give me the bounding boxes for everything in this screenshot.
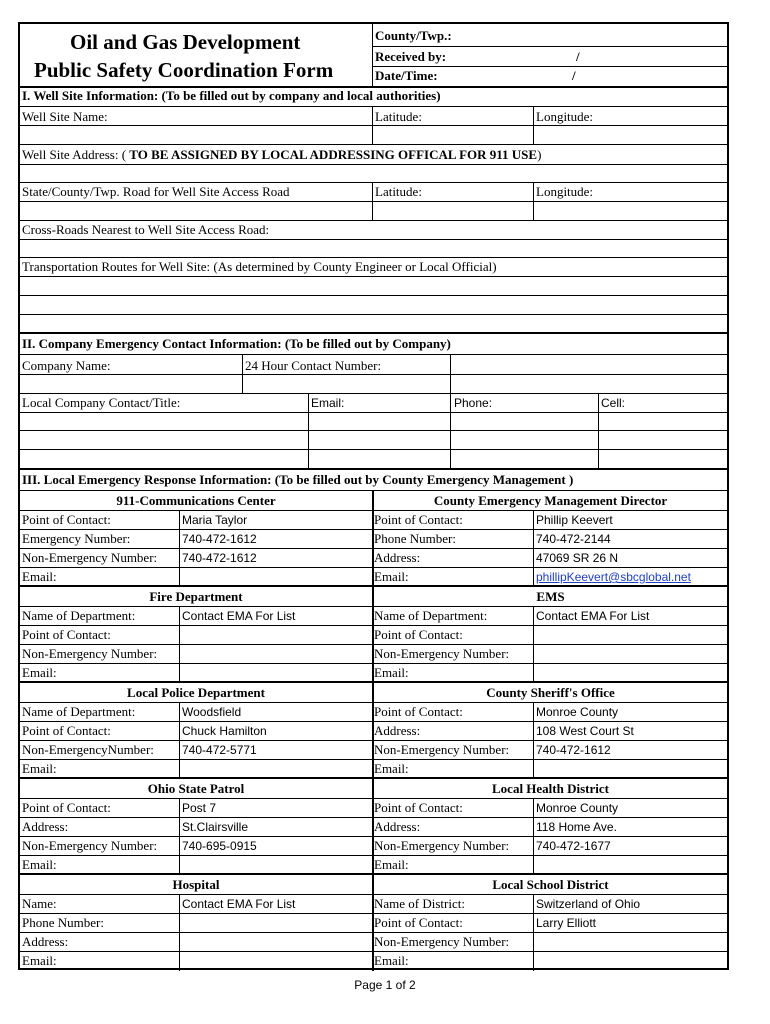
local-contact-cell-label: Cell: — [601, 396, 626, 410]
received-by-slash: / — [576, 49, 580, 64]
form-title-line1: Oil and Gas Development — [70, 30, 301, 54]
ema-director-label-1: Phone Number: — [374, 531, 456, 546]
sheriff-label-2: Non-Emergency Number: — [374, 742, 510, 757]
sheriff-label-1: Address: — [374, 723, 421, 738]
ems-label-1: Point of Contact: — [374, 627, 463, 642]
school-district-label-1: Point of Contact: — [374, 915, 463, 930]
health-district-label-1: Address: — [374, 819, 421, 834]
access-road-latitude-label: Latitude: — [375, 184, 422, 199]
police-value-1: Chuck Hamilton — [182, 724, 267, 738]
police-label-0: Name of Department: — [22, 704, 136, 719]
access-road-label: State/County/Twp. Road for Well Site Access Road — [22, 184, 290, 199]
hospital-label-2: Address: — [22, 934, 69, 949]
fire-title: Fire Department — [149, 589, 243, 604]
transport-routes-label: Transportation Routes for Well Site: (As determined by County Engineer or Local Official) — [22, 259, 497, 274]
communications-label-3: Email: — [22, 569, 57, 584]
ems-title: EMS — [536, 589, 565, 604]
state-patrol-label-2: Non-Emergency Number: — [22, 838, 158, 853]
ema-director-title: County Emergency Management Director — [433, 493, 668, 508]
school-district-label-2: Non-Emergency Number: — [374, 934, 510, 949]
address-instruction: TO BE ASSIGNED BY LOCAL ADDRESSING OFFICAL FOR 911 USE — [129, 147, 538, 162]
communications-title: 911-Communications Center — [116, 493, 276, 508]
sheriff-value-2: 740-472-1612 — [536, 743, 611, 757]
section1-heading: I. Well Site Information: (To be filled out by company and local authorities) — [22, 88, 441, 103]
state-patrol-value-0: Post 7 — [182, 801, 217, 815]
communications-value-0: Maria Taylor — [182, 513, 248, 527]
state-patrol-value-2: 740-695-0915 — [182, 839, 257, 853]
county-twp-label: County/Twp.: — [375, 28, 452, 43]
police-label-1: Point of Contact: — [22, 723, 111, 738]
page-number: Page 1 of 2 — [354, 978, 416, 992]
ems-label-0: Name of Department: — [374, 608, 488, 623]
state-patrol-label-3: Email: — [22, 857, 57, 872]
hospital-label-0: Name: — [22, 896, 57, 911]
cross-roads-label: Cross-Roads Nearest to Well Site Access Road: — [22, 222, 270, 237]
communications-value-2: 740-472-1612 — [182, 551, 257, 565]
state-patrol-value-1: St.Clairsville — [182, 820, 249, 834]
public-safety-form — [18, 22, 729, 970]
police-label-3: Email: — [22, 761, 57, 776]
communications-value-1: 740-472-1612 — [182, 532, 257, 546]
local-contact-phone-label: Phone: — [454, 396, 493, 410]
school-district-label-0: Name of District: — [374, 896, 465, 911]
ema-director-label-2: Address: — [374, 550, 421, 565]
received-by-label: Received by: — [375, 49, 447, 64]
health-district-value-0: Monroe County — [536, 801, 619, 815]
date-time-label: Date/Time: — [375, 68, 438, 83]
access-road-longitude-label: Longitude: — [536, 184, 594, 199]
address-prefix: Well Site Address: ( — [22, 147, 130, 162]
company-name-label: Company Name: — [22, 358, 111, 373]
ema-director-value-2: 47069 SR 26 N — [536, 551, 619, 565]
police-value-2: 740-472-5771 — [182, 743, 257, 757]
local-contact-label: Local Company Contact/Title: — [22, 395, 181, 410]
state-patrol-title: Ohio State Patrol — [147, 781, 245, 796]
police-value-0: Woodsfield — [182, 705, 242, 719]
fire-value-0: Contact EMA For List — [182, 609, 296, 623]
sheriff-label-0: Point of Contact: — [374, 704, 463, 719]
well-site-longitude-label: Longitude: — [536, 109, 594, 124]
sheriff-label-3: Email: — [374, 761, 409, 776]
fire-label-1: Point of Contact: — [22, 627, 111, 642]
well-site-address-label — [22, 146, 541, 163]
health-district-label-3: Email: — [374, 857, 409, 872]
police-title: Local Police Department — [127, 685, 265, 700]
health-district-label-2: Non-Emergency Number: — [374, 838, 510, 853]
school-district-title: Local School District — [492, 877, 609, 892]
hospital-value-0: Contact EMA For List — [182, 897, 296, 911]
date-time-slash: / — [572, 68, 576, 83]
state-patrol-label-1: Address: — [22, 819, 69, 834]
sheriff-title: County Sheriff's Office — [486, 685, 615, 700]
section3-heading: III. Local Emergency Response Information: (To be filled out by County Emergency Management ) — [22, 472, 574, 487]
form-title-line2: Public Safety Coordination Form — [34, 58, 334, 82]
well-site-latitude-label: Latitude: — [375, 109, 422, 124]
section2-heading: II. Company Emergency Contact Information: (To be filled out by Company) — [22, 336, 451, 351]
ema-director-value-3[interactable]: phillipKeevert@sbcglobal.net — [536, 570, 691, 584]
fire-label-3: Email: — [22, 665, 57, 680]
communications-label-0: Point of Contact: — [22, 512, 111, 527]
ems-label-3: Email: — [374, 665, 409, 680]
ema-director-value-1: 740-472-2144 — [536, 532, 611, 546]
sheriff-value-1: 108 West Court St — [536, 724, 634, 738]
police-label-2: Non-EmergencyNumber: — [22, 742, 154, 757]
ems-label-2: Non-Emergency Number: — [374, 646, 510, 661]
address-suffix: ) — [537, 147, 542, 162]
health-district-label-0: Point of Contact: — [374, 800, 463, 815]
health-district-value-2: 740-472-1677 — [536, 839, 611, 853]
sheriff-value-0: Monroe County — [536, 705, 619, 719]
ema-director-value-0: Phillip Keevert — [536, 513, 613, 527]
ems-value-0: Contact EMA For List — [536, 609, 650, 623]
well-site-name-label: Well Site Name: — [22, 109, 108, 124]
contact-24h-label: 24 Hour Contact Number: — [245, 358, 382, 373]
communications-label-2: Non-Emergency Number: — [22, 550, 158, 565]
local-contact-email-label: Email: — [311, 396, 345, 410]
school-district-label-3: Email: — [374, 953, 409, 968]
school-district-value-1: Larry Elliott — [536, 916, 597, 930]
hospital-label-3: Email: — [22, 953, 57, 968]
health-district-title: Local Health District — [492, 781, 609, 796]
hospital-title: Hospital — [172, 877, 220, 892]
ema-director-label-0: Point of Contact: — [374, 512, 463, 527]
ema-director-label-3: Email: — [374, 569, 409, 584]
school-district-value-0: Switzerland of Ohio — [536, 897, 641, 911]
health-district-value-1: 118 Home Ave. — [536, 820, 617, 834]
communications-label-1: Emergency Number: — [22, 531, 131, 546]
fire-label-0: Name of Department: — [22, 608, 136, 623]
state-patrol-label-0: Point of Contact: — [22, 800, 111, 815]
hospital-label-1: Phone Number: — [22, 915, 104, 930]
fire-label-2: Non-Emergency Number: — [22, 646, 158, 661]
